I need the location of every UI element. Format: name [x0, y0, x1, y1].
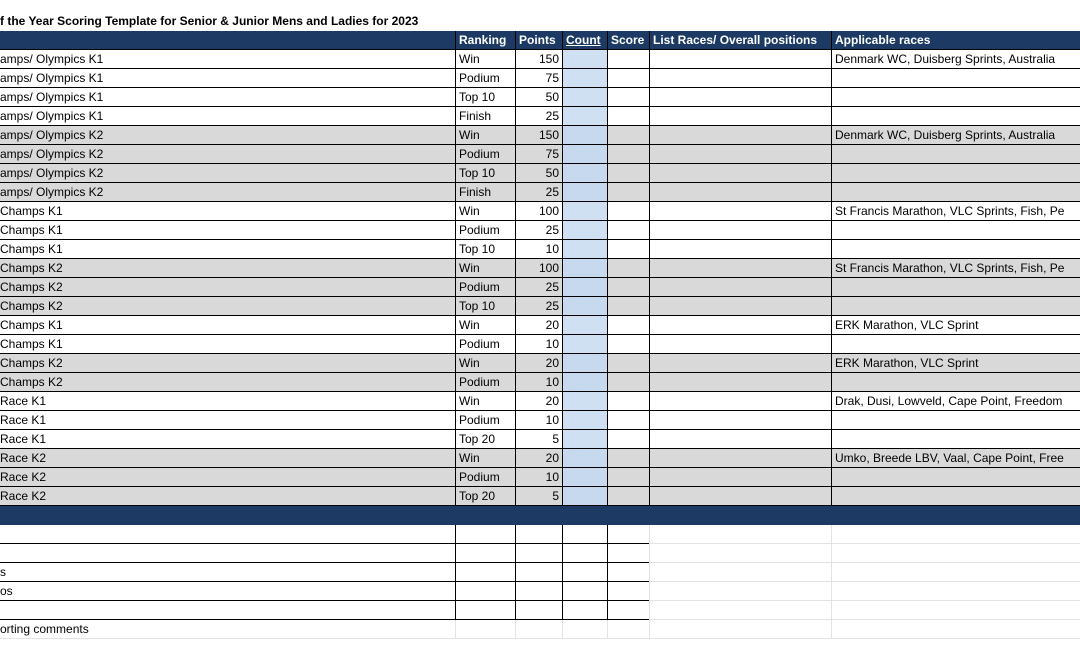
table-cell-list-races[interactable] — [649, 316, 831, 335]
table-cell-points[interactable]: 10 — [515, 411, 562, 430]
table-cell-list-races[interactable] — [649, 544, 831, 563]
table-cell-score[interactable] — [607, 221, 649, 240]
footer-label[interactable] — [0, 525, 455, 544]
table-cell-count[interactable] — [562, 278, 607, 297]
table-cell-score[interactable] — [607, 316, 649, 335]
table-cell-category[interactable]: amps/ Olympics K2 — [0, 183, 455, 202]
table-cell-applicable-races[interactable] — [831, 373, 1080, 392]
header-category[interactable] — [0, 31, 455, 50]
table-cell-score[interactable] — [607, 525, 649, 544]
table-cell-points[interactable]: 150 — [515, 50, 562, 69]
table-cell-list-races[interactable] — [649, 449, 831, 468]
table-cell-ranking[interactable]: Win — [455, 316, 515, 335]
table-row — [0, 202, 1080, 221]
table-cell-category[interactable]: Race K2 — [0, 487, 455, 506]
table-cell-count[interactable] — [562, 50, 607, 69]
table-cell-points[interactable]: 20 — [515, 392, 562, 411]
table-cell-score[interactable] — [607, 240, 649, 259]
table-cell-list-races[interactable] — [649, 582, 831, 601]
table-cell-applicable-races[interactable]: St Francis Marathon, VLC Sprints, Fish, Pe — [831, 259, 1080, 278]
table-row — [0, 126, 1080, 145]
table-cell-ranking[interactable]: Win — [455, 126, 515, 145]
table-cell-count[interactable] — [562, 221, 607, 240]
table-cell-ranking[interactable]: Podium — [455, 335, 515, 354]
table-cell-score[interactable] — [607, 107, 649, 126]
table-cell-applicable-races[interactable] — [831, 468, 1080, 487]
table-cell-ranking[interactable]: Win — [455, 392, 515, 411]
table-cell-applicable-races[interactable] — [831, 107, 1080, 126]
table-cell-category[interactable]: Race K2 — [0, 468, 455, 487]
table-cell-category[interactable]: Race K1 — [0, 411, 455, 430]
table-cell-points[interactable]: 100 — [515, 202, 562, 221]
table-cell-ranking[interactable]: Top 20 — [455, 487, 515, 506]
section-divider-row — [0, 506, 1080, 525]
table-cell-count[interactable] — [562, 544, 607, 563]
footer-row — [0, 563, 1080, 582]
table-cell-list-races[interactable] — [649, 468, 831, 487]
table-cell-applicable-races[interactable]: Denmark WC, Duisberg Sprints, Australia — [831, 126, 1080, 145]
table-cell-score[interactable] — [607, 468, 649, 487]
table-cell-points[interactable]: 25 — [515, 183, 562, 202]
table-row — [0, 316, 1080, 335]
table-row — [0, 335, 1080, 354]
table-row — [0, 468, 1080, 487]
table-cell-score[interactable] — [607, 582, 649, 601]
table-row — [0, 297, 1080, 316]
table-cell-count[interactable] — [562, 297, 607, 316]
table-cell-points[interactable]: 150 — [515, 126, 562, 145]
table-cell-points[interactable] — [515, 525, 562, 544]
footer-label[interactable] — [0, 601, 455, 620]
table-cell-points[interactable] — [515, 544, 562, 563]
table-cell-list-races[interactable] — [649, 601, 831, 620]
table-cell-category[interactable]: amps/ Olympics K1 — [0, 88, 455, 107]
table-cell-applicable-races[interactable] — [831, 88, 1080, 107]
footer-row — [0, 525, 1080, 544]
table-cell-ranking[interactable]: Win — [455, 354, 515, 373]
table-row — [0, 354, 1080, 373]
table-cell-applicable-races[interactable] — [831, 278, 1080, 297]
table-cell-category[interactable]: Champs K1 — [0, 221, 455, 240]
table-cell-count[interactable] — [562, 392, 607, 411]
table-cell-list-races[interactable] — [649, 107, 831, 126]
table-cell-category[interactable]: Race K2 — [0, 449, 455, 468]
table-cell-points[interactable]: 25 — [515, 107, 562, 126]
table-cell-count[interactable] — [562, 240, 607, 259]
table-cell-applicable-races[interactable]: ERK Marathon, VLC Sprint — [831, 354, 1080, 373]
table-row — [0, 278, 1080, 297]
header-score[interactable]: Score — [607, 31, 649, 50]
table-cell-list-races[interactable] — [649, 335, 831, 354]
table-cell-ranking[interactable] — [455, 582, 515, 601]
table-cell-count[interactable] — [562, 487, 607, 506]
table-cell-ranking[interactable]: Top 10 — [455, 240, 515, 259]
table-cell-list-races[interactable] — [649, 240, 831, 259]
table-cell-category[interactable]: Champs K2 — [0, 259, 455, 278]
table-cell-category[interactable]: Race K1 — [0, 392, 455, 411]
table-cell-ranking[interactable]: Finish — [455, 183, 515, 202]
table-cell-list-races[interactable] — [649, 373, 831, 392]
table-cell-applicable-races[interactable] — [831, 620, 1080, 639]
table-cell-count[interactable] — [562, 354, 607, 373]
table-cell-points[interactable]: 75 — [515, 69, 562, 88]
table-cell-ranking[interactable] — [455, 544, 515, 563]
table-cell-count[interactable] — [562, 468, 607, 487]
table-cell-ranking[interactable] — [455, 525, 515, 544]
table-cell-category[interactable]: Champs K2 — [0, 278, 455, 297]
table-cell-applicable-races[interactable] — [831, 164, 1080, 183]
table-cell-score[interactable] — [607, 259, 649, 278]
table-cell-list-races[interactable] — [649, 164, 831, 183]
table-cell-list-races[interactable] — [649, 259, 831, 278]
footer-row — [0, 544, 1080, 563]
table-cell-count[interactable] — [562, 411, 607, 430]
footer-row — [0, 601, 1080, 620]
table-cell-applicable-races[interactable] — [831, 221, 1080, 240]
table-cell-list-races[interactable] — [649, 525, 831, 544]
table-cell-count[interactable] — [562, 69, 607, 88]
table-cell-list-races[interactable] — [649, 620, 831, 639]
table-row — [0, 449, 1080, 468]
table-cell-list-races[interactable] — [649, 202, 831, 221]
header-count[interactable]: Count — [562, 31, 607, 50]
table-cell-score[interactable] — [607, 411, 649, 430]
table-cell-count[interactable] — [562, 582, 607, 601]
table-cell-category[interactable]: Champs K2 — [0, 354, 455, 373]
table-cell-count[interactable] — [562, 506, 607, 525]
table-cell-applicable-races[interactable] — [831, 506, 1080, 525]
table-cell-score[interactable] — [607, 297, 649, 316]
table-cell-count[interactable] — [562, 183, 607, 202]
sheet-title: f the Year Scoring Template for Senior & Junior Mens and Ladies for 2023 — [0, 14, 419, 28]
table-cell-ranking[interactable]: Podium — [455, 468, 515, 487]
footer-label[interactable]: orting comments — [0, 620, 455, 639]
table-cell-list-races[interactable] — [649, 221, 831, 240]
table-cell-ranking[interactable]: Podium — [455, 221, 515, 240]
table-cell-score[interactable] — [607, 88, 649, 107]
table-cell-score[interactable] — [607, 278, 649, 297]
table-cell-count[interactable] — [562, 563, 607, 582]
table-cell-list-races[interactable] — [649, 297, 831, 316]
table-cell-points[interactable] — [515, 582, 562, 601]
table-cell-score[interactable] — [607, 50, 649, 69]
table-cell-ranking[interactable] — [455, 620, 515, 639]
table-cell-list-races[interactable] — [649, 126, 831, 145]
table-cell-ranking[interactable] — [455, 601, 515, 620]
table-cell-score[interactable] — [607, 335, 649, 354]
table-cell-points[interactable]: 25 — [515, 297, 562, 316]
table-cell-count[interactable] — [562, 335, 607, 354]
table-cell-list-races[interactable] — [649, 88, 831, 107]
table-cell-points[interactable]: 5 — [515, 487, 562, 506]
table-row — [0, 88, 1080, 107]
table-cell-points[interactable] — [515, 563, 562, 582]
table-cell-ranking[interactable]: Win — [455, 449, 515, 468]
table-cell-score[interactable] — [607, 145, 649, 164]
table-cell-list-races[interactable] — [649, 392, 831, 411]
table-cell-category[interactable]: Champs K1 — [0, 335, 455, 354]
table-cell-ranking[interactable]: Podium — [455, 69, 515, 88]
header-points[interactable]: Points — [515, 31, 562, 50]
table-cell-score[interactable] — [607, 69, 649, 88]
header-ranking[interactable]: Ranking — [455, 31, 515, 50]
table-cell-ranking[interactable]: Win — [455, 202, 515, 221]
table-cell-ranking[interactable]: Finish — [455, 107, 515, 126]
table-cell-ranking[interactable]: Podium — [455, 373, 515, 392]
table-cell-ranking[interactable]: Win — [455, 50, 515, 69]
table-cell-count[interactable] — [562, 164, 607, 183]
table-cell-points[interactable]: 25 — [515, 221, 562, 240]
table-cell-ranking[interactable]: Top 10 — [455, 88, 515, 107]
table-cell-list-races[interactable] — [649, 278, 831, 297]
table-cell-ranking[interactable]: Podium — [455, 411, 515, 430]
table-row — [0, 145, 1080, 164]
table-cell-count[interactable] — [562, 601, 607, 620]
table-cell-ranking[interactable]: Win — [455, 259, 515, 278]
table-cell-score[interactable] — [607, 164, 649, 183]
table-cell-category[interactable]: amps/ Olympics K1 — [0, 69, 455, 88]
table-cell-score[interactable] — [607, 354, 649, 373]
table-cell-list-races[interactable] — [649, 183, 831, 202]
table-cell-points[interactable]: 5 — [515, 430, 562, 449]
header-list-races[interactable]: List Races/ Overall positions — [649, 31, 831, 50]
table-cell-score[interactable] — [607, 430, 649, 449]
table-cell-count[interactable] — [562, 525, 607, 544]
table-row — [0, 221, 1080, 240]
table-cell-score[interactable] — [607, 373, 649, 392]
table-cell-score[interactable] — [607, 449, 649, 468]
table-cell-count[interactable] — [562, 620, 607, 639]
table-cell-category[interactable]: amps/ Olympics K1 — [0, 107, 455, 126]
table-cell-ranking[interactable] — [455, 506, 515, 525]
table-cell-score[interactable] — [607, 544, 649, 563]
table-cell-points[interactable]: 75 — [515, 145, 562, 164]
table-cell-points[interactable] — [515, 620, 562, 639]
table-cell-points[interactable] — [515, 601, 562, 620]
table-cell-category[interactable]: amps/ Olympics K2 — [0, 145, 455, 164]
table-row — [0, 164, 1080, 183]
table-cell-applicable-races[interactable] — [831, 544, 1080, 563]
table-cell-list-races[interactable] — [649, 487, 831, 506]
table-cell-points[interactable]: 25 — [515, 278, 562, 297]
table-cell-list-races[interactable] — [649, 411, 831, 430]
table-cell-ranking[interactable]: Top 20 — [455, 430, 515, 449]
table-cell-points[interactable]: 50 — [515, 164, 562, 183]
table-cell-points[interactable]: 10 — [515, 373, 562, 392]
table-cell-list-races[interactable] — [649, 69, 831, 88]
table-cell-category[interactable]: Champs K2 — [0, 297, 455, 316]
table-cell-applicable-races[interactable] — [831, 69, 1080, 88]
table-cell-category[interactable]: Race K1 — [0, 430, 455, 449]
table-cell-points[interactable]: 20 — [515, 316, 562, 335]
table-cell-category[interactable]: amps/ Olympics K2 — [0, 126, 455, 145]
table-cell-score[interactable] — [607, 601, 649, 620]
table-cell-score[interactable] — [607, 487, 649, 506]
table-row — [0, 411, 1080, 430]
table-cell-count[interactable] — [562, 373, 607, 392]
footer-label[interactable]: os — [0, 582, 455, 601]
table-cell-ranking[interactable]: Podium — [455, 145, 515, 164]
table-cell-list-races[interactable] — [649, 430, 831, 449]
footer-label[interactable]: s — [0, 563, 455, 582]
table-cell-ranking[interactable] — [455, 563, 515, 582]
table-cell-applicable-races[interactable] — [831, 563, 1080, 582]
table-cell-category[interactable]: amps/ Olympics K1 — [0, 50, 455, 69]
table-cell-points[interactable]: 10 — [515, 468, 562, 487]
table-cell-applicable-races[interactable] — [831, 240, 1080, 259]
table-cell-score[interactable] — [607, 183, 649, 202]
table-cell-category[interactable] — [0, 506, 455, 525]
table-cell-ranking[interactable]: Top 10 — [455, 164, 515, 183]
table-row — [0, 183, 1080, 202]
table-cell-ranking[interactable]: Podium — [455, 278, 515, 297]
table-cell-points[interactable] — [515, 506, 562, 525]
table-cell-applicable-races[interactable]: St Francis Marathon, VLC Sprints, Fish, Pe — [831, 202, 1080, 221]
table-cell-applicable-races[interactable] — [831, 430, 1080, 449]
table-cell-count[interactable] — [562, 88, 607, 107]
table-cell-count[interactable] — [562, 107, 607, 126]
table-cell-score[interactable] — [607, 392, 649, 411]
table-cell-applicable-races[interactable] — [831, 183, 1080, 202]
table-cell-category[interactable]: Champs K1 — [0, 240, 455, 259]
table-cell-list-races[interactable] — [649, 354, 831, 373]
table-cell-applicable-races[interactable] — [831, 487, 1080, 506]
table-cell-applicable-races[interactable]: Denmark WC, Duisberg Sprints, Australia — [831, 50, 1080, 69]
footer-row — [0, 620, 1080, 639]
table-row — [0, 69, 1080, 88]
footer-row — [0, 582, 1080, 601]
table-cell-count[interactable] — [562, 430, 607, 449]
table-cell-count[interactable] — [562, 449, 607, 468]
table-cell-score[interactable] — [607, 126, 649, 145]
table-cell-count[interactable] — [562, 316, 607, 335]
table-cell-points[interactable]: 10 — [515, 335, 562, 354]
table-cell-category[interactable]: Champs K2 — [0, 373, 455, 392]
table-cell-score[interactable] — [607, 620, 649, 639]
table-cell-applicable-races[interactable] — [831, 601, 1080, 620]
table-cell-category[interactable]: Champs K1 — [0, 202, 455, 221]
table-cell-applicable-races[interactable] — [831, 335, 1080, 354]
table-row — [0, 430, 1080, 449]
header-row — [0, 31, 1080, 50]
table-cell-applicable-races[interactable]: Umko, Breede LBV, Vaal, Cape Point, Free — [831, 449, 1080, 468]
table-cell-count[interactable] — [562, 202, 607, 221]
table-cell-applicable-races[interactable]: ERK Marathon, VLC Sprint — [831, 316, 1080, 335]
table-row — [0, 392, 1080, 411]
header-applicable-races[interactable]: Applicable races — [831, 31, 1080, 50]
table-cell-points[interactable]: 50 — [515, 88, 562, 107]
table-row — [0, 259, 1080, 278]
table-cell-score[interactable] — [607, 202, 649, 221]
table-cell-applicable-races[interactable]: Drak, Dusi, Lowveld, Cape Point, Freedom — [831, 392, 1080, 411]
table-row — [0, 240, 1080, 259]
table-cell-applicable-races[interactable] — [831, 582, 1080, 601]
table-cell-points[interactable]: 20 — [515, 449, 562, 468]
table-row — [0, 50, 1080, 69]
table-cell-category[interactable]: Champs K1 — [0, 316, 455, 335]
table-row — [0, 373, 1080, 392]
table-cell-count[interactable] — [562, 145, 607, 164]
table-row — [0, 487, 1080, 506]
table-cell-score[interactable] — [607, 563, 649, 582]
table-cell-list-races[interactable] — [649, 50, 831, 69]
table-cell-list-races[interactable] — [649, 145, 831, 164]
table-cell-points[interactable]: 20 — [515, 354, 562, 373]
table-cell-applicable-races[interactable] — [831, 525, 1080, 544]
table-cell-count[interactable] — [562, 259, 607, 278]
footer-label[interactable] — [0, 544, 455, 563]
table-cell-score[interactable] — [607, 506, 649, 525]
table-cell-list-races[interactable] — [649, 563, 831, 582]
table-cell-ranking[interactable]: Top 10 — [455, 297, 515, 316]
table-cell-list-races[interactable] — [649, 506, 831, 525]
table-cell-category[interactable]: amps/ Olympics K2 — [0, 164, 455, 183]
table-cell-points[interactable]: 10 — [515, 240, 562, 259]
table-row — [0, 107, 1080, 126]
table-cell-applicable-races[interactable] — [831, 411, 1080, 430]
table-cell-count[interactable] — [562, 126, 607, 145]
table-cell-applicable-races[interactable] — [831, 297, 1080, 316]
table-cell-applicable-races[interactable] — [831, 145, 1080, 164]
table-cell-points[interactable]: 100 — [515, 259, 562, 278]
